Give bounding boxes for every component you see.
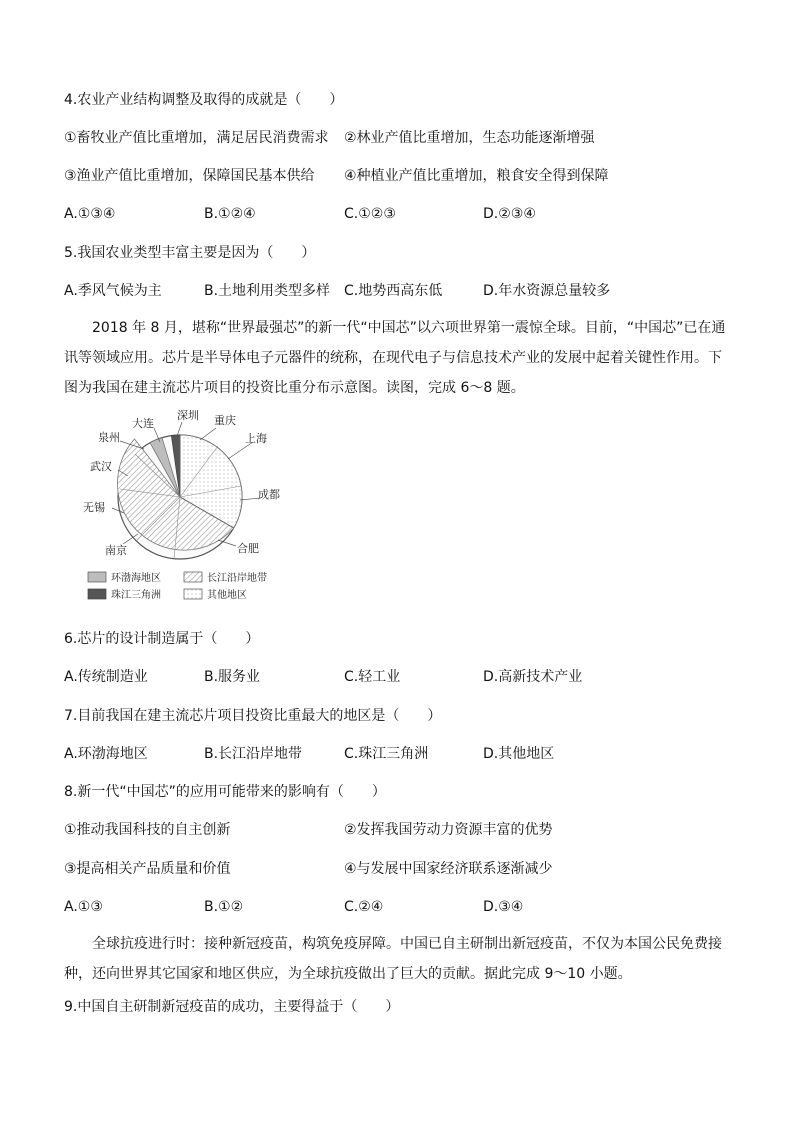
question-7-option-b: B.长江沿岸地带 <box>204 746 303 762</box>
question-8-statement-2: ②发挥我国劳动力资源丰富的优势 <box>344 822 553 838</box>
label-wuhan: 武汉 <box>90 460 112 473</box>
label-chongqing: 重庆 <box>214 414 236 427</box>
pie-chart <box>117 435 242 559</box>
legend-swatch-bohai <box>88 572 106 582</box>
legend-label-yangtze: 长江沿岸地带 <box>207 573 267 584</box>
label-chengdu: 成都 <box>258 488 280 501</box>
label-nanjing: 南京 <box>105 544 127 557</box>
question-4-statement-1: ①畜牧业产值比重增加，满足居民消费需求 <box>64 130 329 146</box>
passage-vaccine: 全球抗疫进行时：接种新冠疫苗，构筑免疫屏障。中国已自主研制出新冠疫苗，不仅为本国公民免费接种，还向世界其它国家和地区供应，为全球抗疫做出了巨大的贡献。据此完成 9～10 小题。 <box>64 936 722 982</box>
question-7-option-d: D.其他地区 <box>483 746 555 762</box>
question-6-stem: 6.芯片的设计制造属于（ ） <box>64 631 260 647</box>
question-5-option-a: A.季风气候为主 <box>64 283 162 299</box>
legend-label-other: 其他地区 <box>207 590 247 601</box>
question-8-statement-4: ④与发展中国家经济联系逐渐减少 <box>344 861 553 877</box>
question-4-option-c: C.①②③ <box>344 206 396 222</box>
question-5-option-b: B.土地利用类型多样 <box>204 283 331 299</box>
question-4-statement-4: ④种植业产值比重增加，粮食安全得到保障 <box>344 168 609 184</box>
question-7-stem: 7.目前我国在建主流芯片项目投资比重最大的地区是（ ） <box>64 708 442 724</box>
question-4-option-d: D.②③④ <box>483 206 536 222</box>
legend-swatch-yangtze <box>184 572 202 582</box>
question-7-option-a: A.环渤海地区 <box>64 746 148 762</box>
question-6-option-a: A.传统制造业 <box>64 669 148 685</box>
legend-swatch-other <box>184 589 202 599</box>
question-4-statement-2: ②林业产值比重增加，生态功能逐渐增强 <box>344 130 595 146</box>
label-shenzhen: 深圳 <box>177 409 199 422</box>
passage-chip: 2018 年 8 月，堪称“世界最强芯”的新一代“中国芯”以六项世界第一震惊全球。目前，“中国芯”已在通讯等领域应用。芯片是半导体电子元器件的统称，在现代电子与信息技术产业的发展中起着关键性作用。下图为我国在建主流芯片项目的投资比重分布示意图。读图，完成 6～8 题。 <box>64 320 726 396</box>
label-quanzhou: 泉州 <box>98 431 120 444</box>
legend-label-bohai: 环渤海地区 <box>111 573 161 584</box>
question-5-option-c: C.地势西高东低 <box>344 283 443 299</box>
label-dalian: 大连 <box>132 417 154 430</box>
question-6-option-c: C.轻工业 <box>344 669 401 685</box>
question-4-statement-3: ③渔业产值比重增加，保障国民基本供给 <box>64 168 315 184</box>
legend-label-prd: 珠江三角洲 <box>111 590 161 601</box>
question-8-statement-3: ③提高相关产品质量和价值 <box>64 861 231 877</box>
chip-investment-pie-figure <box>78 404 288 609</box>
legend-swatch-prd <box>88 589 106 599</box>
question-6-option-b: B.服务业 <box>204 669 261 685</box>
question-8-option-a: A.①③ <box>64 899 103 915</box>
question-5-option-d: D.年水资源总量较多 <box>483 283 611 299</box>
question-9-stem: 9.中国自主研制新冠疫苗的成功，主要得益于（ ） <box>64 999 400 1015</box>
question-4-option-b: B.①②④ <box>204 206 256 222</box>
question-7-option-c: C.珠江三角洲 <box>344 746 429 762</box>
question-5-stem: 5.我国农业类型丰富主要是因为（ ） <box>64 245 316 261</box>
label-shanghai: 上海 <box>245 432 267 445</box>
question-4-stem: 4.农业产业结构调整及取得的成就是（ ） <box>64 92 344 108</box>
label-hefei: 合肥 <box>237 542 259 555</box>
question-8-option-b: B.①② <box>204 899 244 915</box>
question-8-stem: 8.新一代“中国芯”的应用可能带来的影响有（ ） <box>64 784 386 800</box>
question-8-option-c: C.②④ <box>344 899 384 915</box>
label-wuxi: 无锡 <box>83 501 105 514</box>
question-8-option-d: D.③④ <box>483 899 524 915</box>
question-4-option-a: A.①③④ <box>64 206 116 222</box>
chart-legend <box>88 571 267 601</box>
question-6-option-d: D.高新技术产业 <box>483 669 583 685</box>
question-8-statement-1: ①推动我国科技的自主创新 <box>64 822 231 838</box>
